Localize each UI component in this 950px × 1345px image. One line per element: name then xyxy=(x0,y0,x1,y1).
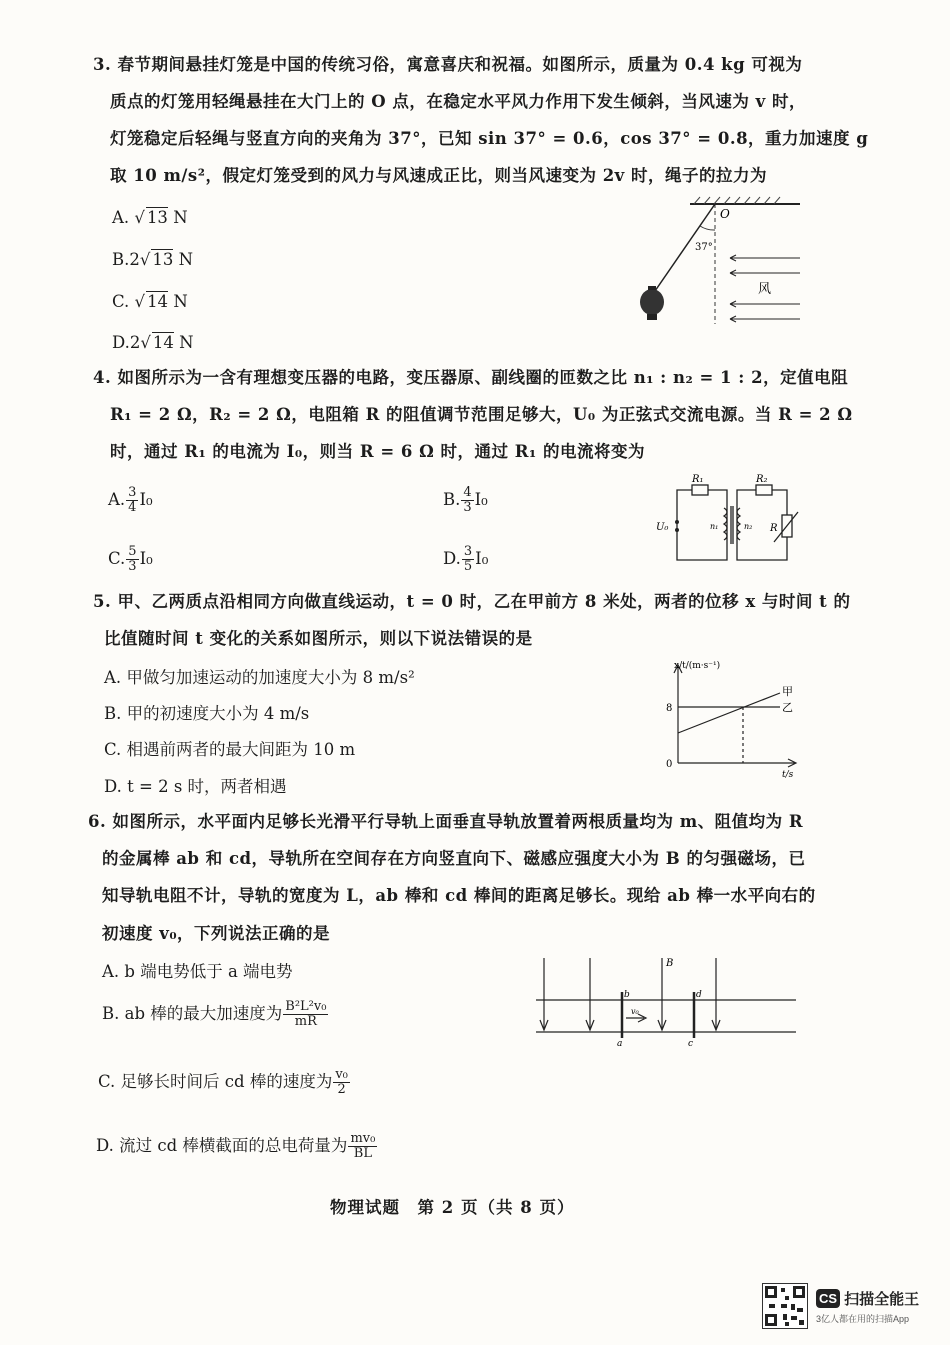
q5-xt-graph xyxy=(660,655,805,780)
q3-angle-label: 37° xyxy=(695,242,713,253)
q6-b-field-label: B xyxy=(666,958,674,969)
q4-r1-label: R₁ xyxy=(692,474,704,485)
q6-option-c: C. 足够长时间后 cd 棒的速度为 $\frac{\text{v₀}}{2}$ xyxy=(98,1067,348,1097)
q6-option-a: A. b 端电势低于 a 端电势 xyxy=(102,962,293,981)
q4-option-a: A. $\frac{3}{4}$ I₀ xyxy=(108,485,153,515)
q5-option-d: D. t = 2 s 时，两者相遇 xyxy=(104,777,287,796)
q5-y-tick-8: 8 xyxy=(666,703,673,714)
q5-jia-label: 甲 xyxy=(782,685,793,698)
q6-rail-figure xyxy=(528,950,800,1050)
q3-stem-1: 3. 春节期间悬挂灯笼是中国的传统习俗，寓意喜庆和祝福。如图所示，质量为 0.4 kg 可视为 xyxy=(93,55,803,74)
q5-stem-1: 5. 甲、乙两质点沿相同方向做直线运动，t = 0 时，乙在甲前方 8 米处，两者的位移 x 与时间 t 的 xyxy=(93,592,851,611)
q3-point-o: O xyxy=(720,207,730,221)
q4-transformer-figure xyxy=(652,470,802,570)
q6-option-b: B. ab 棒的最大加速度为 $\frac{\text{B²L²v₀}}{mR}$ xyxy=(102,999,327,1029)
q6-stem-3: 知导轨电阻不计，导轨的宽度为 L，ab 棒和 cd 棒间的距离足够长。现给 ab 棒一水平向右的 xyxy=(102,886,816,905)
q5-option-b: B. 甲的初速度大小为 4 m/s xyxy=(104,704,310,723)
q5-option-c: C. 相遇前两者的最大间距为 10 m xyxy=(104,740,356,759)
q6-b-label: b xyxy=(624,990,630,1000)
q6-option-d: D. 流过 cd 棒横截面的总电荷量为 $\frac{\text{mv₀}}{BL}$ xyxy=(96,1131,376,1161)
q6-v0-label: v₀ xyxy=(631,1007,639,1016)
q6-stem-2: 的金属棒 ab 和 cd，导轨所在空间存在方向竖直向下、磁感应强度大小为 B 的匀强磁场，已 xyxy=(102,849,806,868)
q5-origin: 0 xyxy=(666,759,673,770)
q6-d-label: d xyxy=(696,990,702,1000)
q3-option-b: B.2√ 13 N xyxy=(112,250,194,269)
q6-stem-4: 初速度 v₀，下列说法正确的是 xyxy=(102,924,331,943)
q5-yi-label: 乙 xyxy=(782,701,793,714)
q6-c-label: c xyxy=(688,1039,694,1049)
q4-r2-label: R₂ xyxy=(756,474,768,485)
q3-option-d: D.2√ 14 N xyxy=(112,333,194,352)
camscanner-brand xyxy=(816,1288,919,1309)
q3-stem-2: 质点的灯笼用轻绳悬挂在大门上的 O 点，在稳定水平风力作用下发生倾斜，当风速为 v 时， xyxy=(110,92,806,111)
q4-n2-label: n₂ xyxy=(744,522,753,531)
qr-code-icon xyxy=(762,1283,808,1329)
q6-stem-1: 6. 如图所示，水平面内足够长光滑平行导轨上面垂直导轨放置着两根质量均为 m、阻值均为 R xyxy=(88,812,804,831)
q5-stem-2: 比值随时间 t 变化的关系如图所示，则以下说法错误的是 xyxy=(104,629,533,648)
q4-option-c: C. $\frac{5}{3}$ I₀ xyxy=(108,544,153,574)
q3-stem-4: 取 10 m/s²，假定灯笼受到的风力与风速成正比，则当风速变为 2v 时，绳子的拉力为 xyxy=(110,166,768,185)
brand-slogan: 3亿人都在用的扫描App xyxy=(816,1314,910,1324)
q3-wind-label: 风 xyxy=(758,282,772,297)
q4-stem-1: 4. 如图所示为一含有理想变压器的电路，变压器原、副线圈的匝数之比 n₁ : n₂ = 1 : 2，定值电阻 xyxy=(93,368,849,387)
brand-name: 扫描全能王 xyxy=(844,1291,920,1308)
q3-stem-3: 灯笼稳定后轻绳与竖直方向的夹角为 37°，已知 sin 37° = 0.6，cos 37° = 0.8，重力加速度 g xyxy=(110,129,869,148)
q6-a-label: a xyxy=(617,1039,623,1049)
q3-option-c: C. √ 14 N xyxy=(112,292,188,311)
q4-u0-label: U₀ xyxy=(656,522,669,533)
q3-lantern-figure xyxy=(630,196,810,331)
q5-option-a: A. 甲做匀加速运动的加速度大小为 8 m/s² xyxy=(104,668,415,687)
page-footer: 物理试题 第 2 页（共 8 页） xyxy=(330,1198,575,1217)
q4-stem-3: 时，通过 R₁ 的电流为 I₀，则当 R = 6 Ω 时，通过 R₁ 的电流将变为 xyxy=(110,442,645,461)
q4-r-label: R xyxy=(770,523,778,534)
q4-stem-2: R₁ = 2 Ω，R₂ = 2 Ω，电阻箱 R 的阻值调节范围足够大，U₀ 为正弦式交流电源。当 R = 2 Ω xyxy=(110,405,853,424)
q5-x-label: t/s xyxy=(782,770,794,780)
q4-option-d: D. $\frac{3}{5}$ I₀ xyxy=(443,544,489,574)
q4-option-b: B. $\frac{4}{3}$ I₀ xyxy=(443,485,488,515)
q5-y-label: x/t/(m·s⁻¹) xyxy=(674,661,721,671)
q4-n1-label: n₁ xyxy=(710,522,719,531)
camscanner-logo: CS xyxy=(816,1289,840,1308)
q3-option-a: A. √ 13 N xyxy=(112,208,188,227)
